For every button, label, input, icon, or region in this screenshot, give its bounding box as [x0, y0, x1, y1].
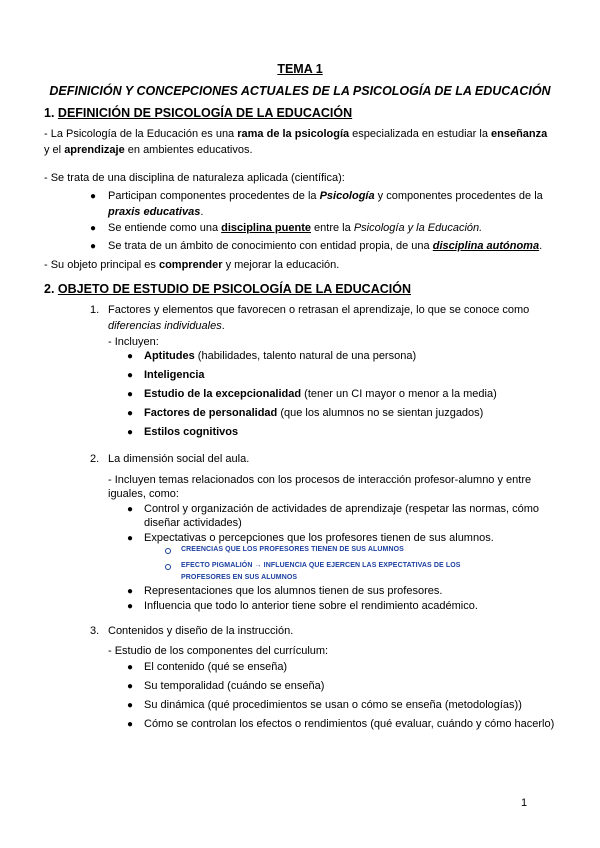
sub-list-item: CREENCIAS QUE LOS PROFESORES TIENEN DE SUS ALUMNOS [181, 546, 404, 553]
list-item: Su temporalidad (cuándo se enseña) [144, 680, 325, 692]
italic-text: diferencias individuales [108, 320, 222, 332]
list-item: El contenido (qué se enseña) [144, 661, 288, 673]
text: . [221, 320, 225, 332]
section-2-heading [44, 282, 411, 296]
bold-text: aprendizaje [64, 144, 125, 156]
list-number: 1. [90, 304, 100, 316]
list-intro-continued: iguales, como: [108, 488, 179, 500]
circle-bullet-icon [165, 548, 171, 554]
bold-text: Aptitudes [144, 350, 195, 362]
list-item-continued [108, 204, 203, 220]
list-number: 3. [90, 625, 100, 637]
text: (tener un CI mayor o menor a la media) [301, 388, 497, 400]
list-item [108, 220, 482, 236]
page-number: 1 [521, 797, 528, 809]
list-item: La dimensión social del aula. [108, 453, 250, 465]
list-item [144, 367, 205, 383]
list-number: 2. [90, 453, 100, 465]
list-item [144, 348, 416, 364]
bold-italic-text: Psicología [319, 190, 375, 202]
bullet-icon: ● [127, 700, 134, 711]
text: especializada en estudiar la [349, 128, 491, 140]
list-item-continued: diseñar actividades) [144, 517, 242, 529]
text: . [539, 240, 543, 252]
list-intro: - Incluyen: [108, 336, 159, 348]
bullet-icon: ● [90, 223, 97, 234]
bold-text: Inteligencia [144, 369, 205, 381]
list-item [144, 405, 483, 421]
text: Se entiende como una [108, 222, 222, 234]
section-number: 1. [44, 106, 55, 120]
bold-text: Factores de personalidad [144, 407, 278, 419]
list-intro: - Estudio de los componentes del currículum: [108, 645, 329, 657]
text: y mejorar la educación. [222, 259, 340, 271]
text: - La Psicología de la Educación es una [44, 128, 238, 140]
bullet-icon: ● [127, 586, 134, 597]
list-item [108, 188, 543, 204]
circle-bullet-icon [165, 564, 171, 570]
list-item [144, 386, 497, 402]
bold-text: comprender [158, 259, 223, 271]
section-number: 2. [44, 282, 55, 296]
list-item [144, 424, 238, 440]
bullet-icon: ● [127, 601, 134, 612]
text: y el [44, 144, 65, 156]
bold-underline-text: disciplina puente [221, 222, 311, 234]
bullet-icon: ● [127, 389, 134, 400]
sub-list-item: EFECTO PIGMALIÓN → INFLUENCIA QUE EJERCEN LAS EXPECTATIVAS DE LOS [181, 562, 461, 569]
bullet-icon: ● [127, 351, 134, 362]
text: y componentes procedentes de la [374, 190, 543, 202]
bold-text: enseñanza [491, 128, 548, 140]
bullet-icon: ● [127, 504, 134, 515]
text: entre la [311, 222, 354, 234]
bullet-icon: ● [127, 408, 134, 419]
list-item: Contenidos y diseño de la instrucción. [108, 625, 294, 637]
bullet-icon: ● [127, 427, 134, 438]
sub-list-item-continued: PROFESORES EN SUS ALUMNOS [181, 574, 298, 581]
section-title: DEFINICIÓN DE PSICOLOGÍA DE LA EDUCACIÓN [57, 106, 353, 120]
bullet-icon: ● [90, 241, 97, 252]
paragraph [44, 142, 253, 158]
bold-text: rama de la psicología [237, 128, 350, 140]
list-item: Cómo se controlan los efectos o rendimientos (qué evaluar, cuándo y cómo hacerlo) [144, 718, 555, 730]
list-item: Control y organización de actividades de aprendizaje (respetar las normas, cómo [144, 503, 539, 515]
bold-text: Estudio de la excepcionalidad [144, 388, 302, 400]
text: (habilidades, talento natural de una persona) [194, 350, 417, 362]
page-title: TEMA 1 [277, 62, 323, 76]
list-item: Influencia que todo lo anterior tiene sobre el rendimiento académico. [144, 600, 478, 612]
list-item: Expectativas o percepciones que los profesores tienen de sus alumnos. [144, 532, 494, 544]
text: (que los alumnos no se sientan juzgados) [277, 407, 484, 419]
bullet-icon: ● [127, 370, 134, 381]
list-intro: - Incluyen temas relacionados con los procesos de interacción profesor-alumno y entre [108, 474, 532, 486]
section-title: OBJETO DE ESTUDIO DE PSICOLOGÍA DE LA EDUCACIÓN [57, 282, 411, 296]
bold-text: Estilos cognitivos [144, 426, 239, 438]
bullet-icon: ● [127, 662, 134, 673]
list-item-continued [108, 318, 225, 334]
list-item: Factores y elementos que favorecen o retrasan el aprendizaje, lo que se conoce como [108, 304, 530, 316]
bold-italic-text: praxis educativas [108, 206, 201, 218]
bullet-icon: ● [127, 533, 134, 544]
bold-italic-underline-text: disciplina autónoma [432, 240, 540, 252]
document-subtitle: DEFINICIÓN Y CONCEPCIONES ACTUALES DE LA PSICOLOGÍA DE LA EDUCACIÓN [49, 84, 551, 98]
paragraph [44, 126, 547, 142]
section-1-heading [44, 106, 352, 120]
text: . [200, 206, 204, 218]
list-item: Su dinámica (qué procedimientos se usan o cómo se enseña (metodologías)) [144, 699, 522, 711]
bullet-icon: ● [127, 681, 134, 692]
text: Participan componentes procedentes de la [108, 190, 320, 202]
bullet-icon: ● [127, 719, 134, 730]
bullet-icon: ● [90, 191, 97, 202]
italic-text: Psicología y la Educación. [353, 222, 483, 234]
paragraph [44, 257, 339, 273]
text: en ambientes educativos. [124, 144, 253, 156]
text: Se trata de un ámbito de conocimiento con entidad propia, de una [108, 240, 433, 252]
list-item: Representaciones que los alumnos tienen de sus profesores. [144, 585, 443, 597]
list-item [108, 238, 542, 254]
text: - Su objeto principal es [44, 259, 159, 271]
paragraph: - Se trata de una disciplina de naturaleza aplicada (científica): [44, 172, 345, 184]
